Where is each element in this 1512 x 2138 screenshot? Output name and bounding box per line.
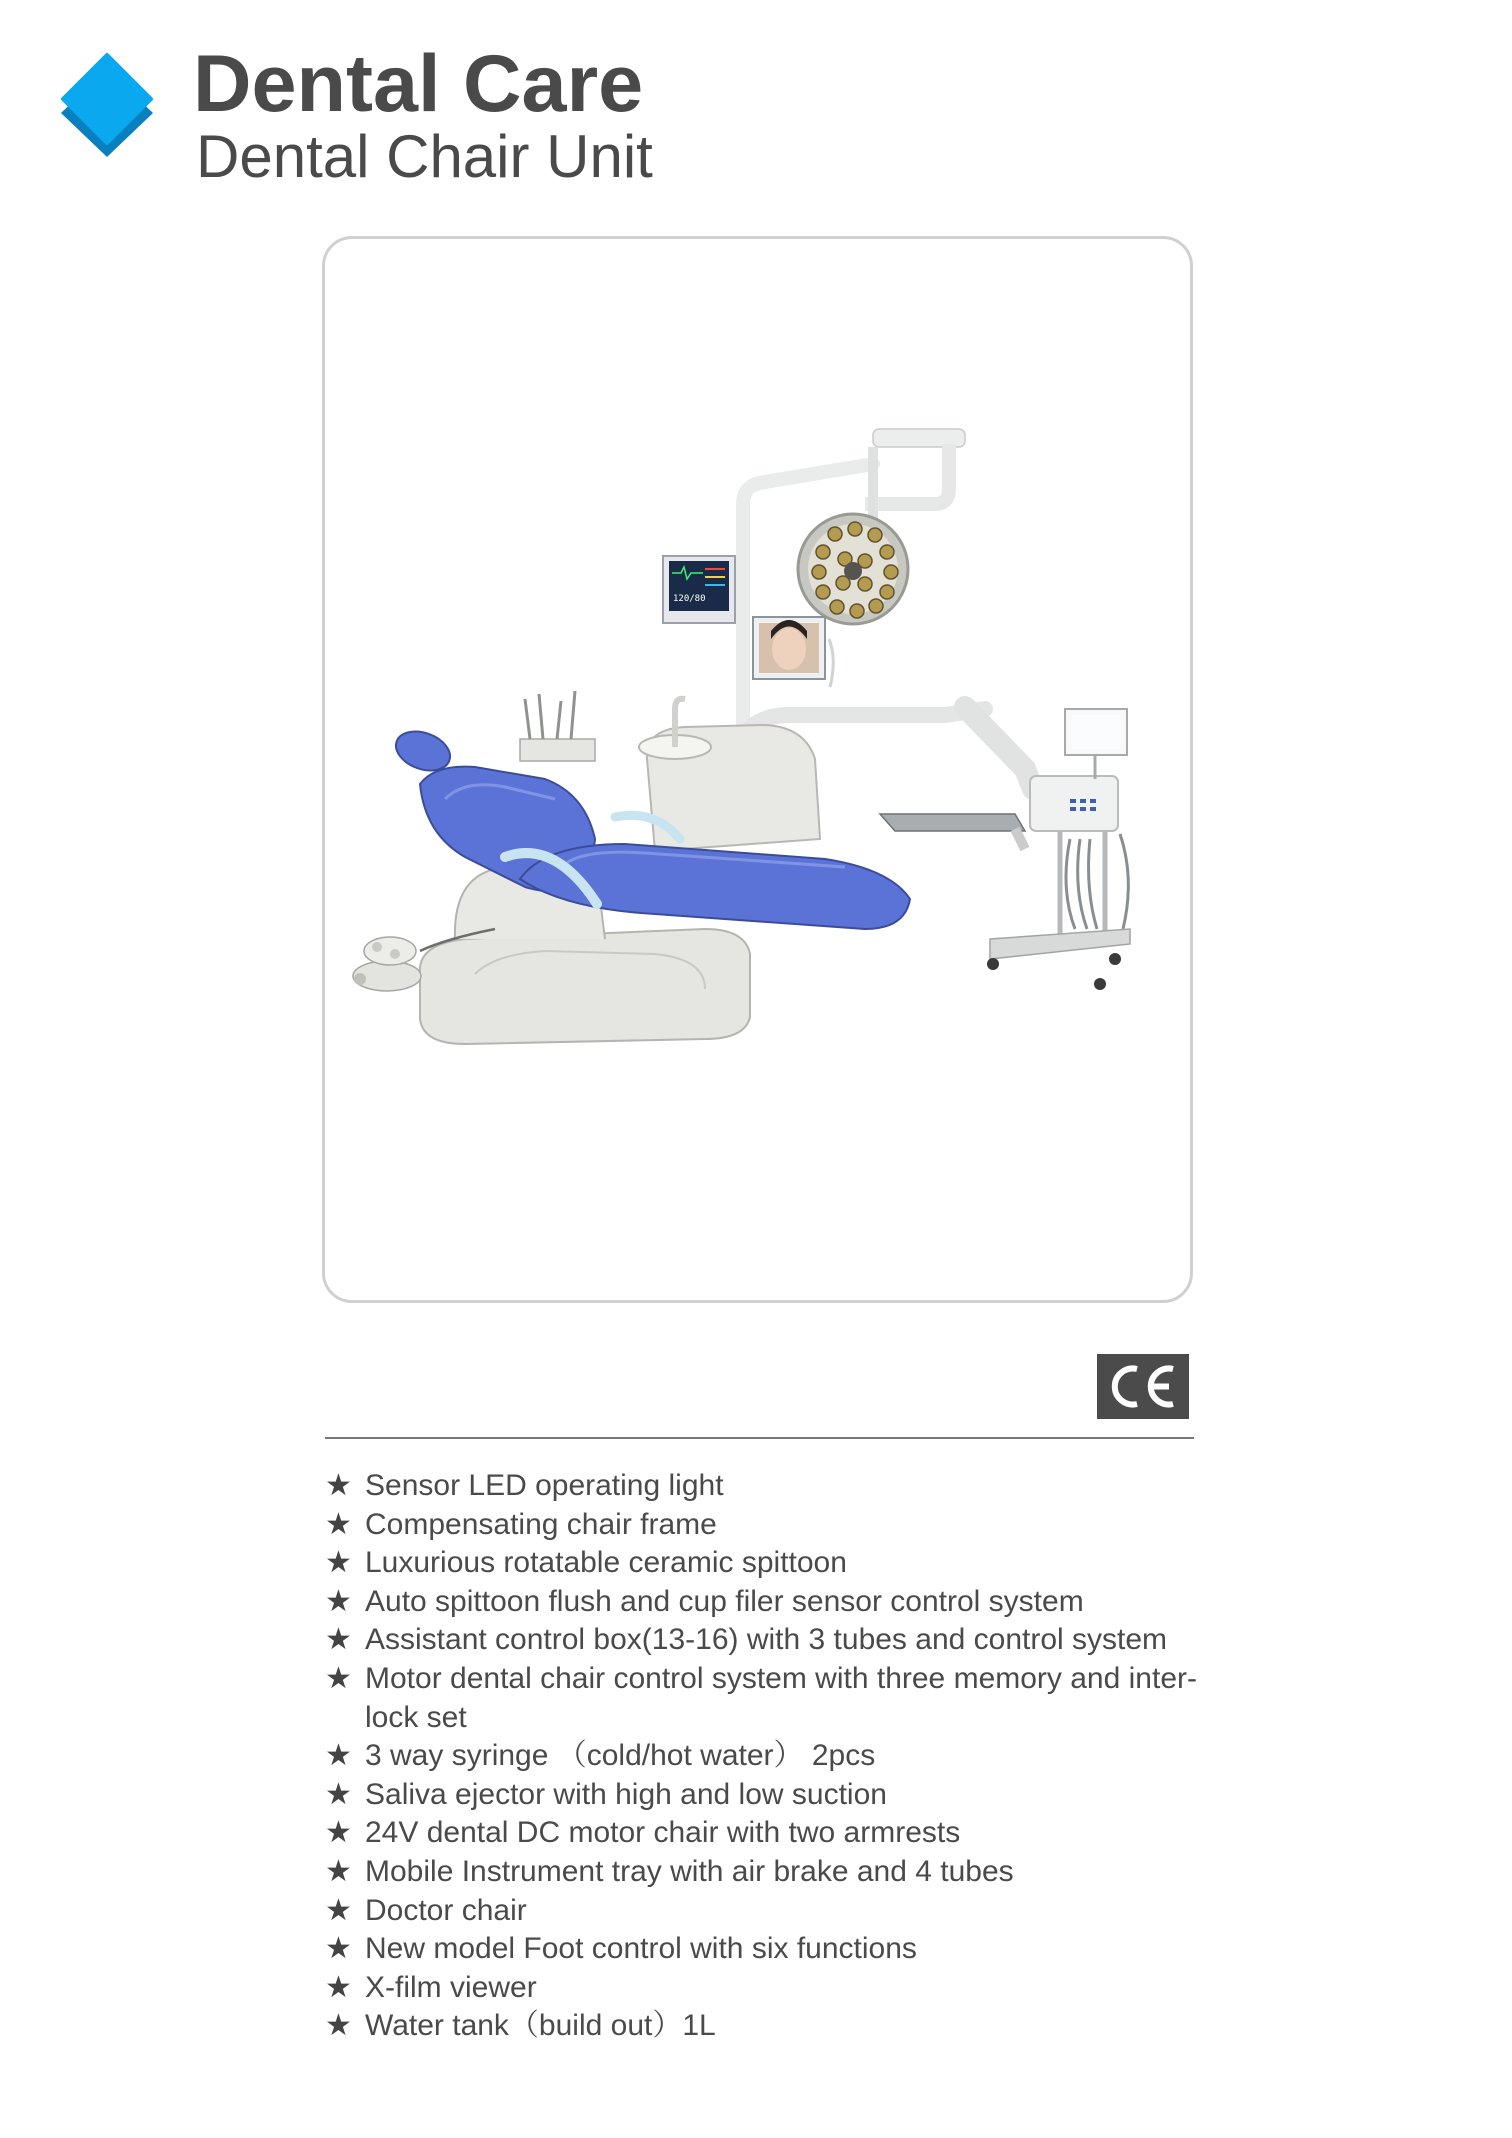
- star-bullet-icon: ★: [325, 1815, 352, 1851]
- feature-text: Mobile Instrument tray with air brake and 4 tubes: [365, 1854, 1014, 1888]
- feature-text: Sensor LED operating light: [365, 1469, 724, 1502]
- led-light-head: [798, 514, 908, 624]
- svg-text:CE: CE: [1143, 1416, 1145, 1417]
- feature-text: 3 way syringe （cold/hot water） 2pcs: [365, 1739, 876, 1773]
- list-item: [325, 1814, 1200, 1853]
- star-bullet-icon: ★: [325, 1506, 352, 1542]
- logo-diamond-icon: [59, 53, 155, 163]
- feature-text: Doctor chair: [365, 1893, 527, 1927]
- star-bullet-icon: ★: [325, 1583, 352, 1619]
- feature-text: Auto spittoon flush and cup filer sensor control system: [365, 1584, 1084, 1618]
- list-item: [325, 1544, 1200, 1583]
- list-item: [325, 1621, 1200, 1660]
- list-item: [325, 1660, 1200, 1737]
- list-item: [325, 1776, 1200, 1815]
- list-item: [325, 1737, 1200, 1776]
- ce-mark-icon: [1097, 1354, 1189, 1419]
- monitor-readout: 120/80: [673, 594, 706, 604]
- list-item: [325, 2007, 1200, 2046]
- star-bullet-icon: ★: [325, 1545, 352, 1581]
- page-title: Dental Care: [193, 39, 644, 129]
- feature-text: Water tank（build out）1L: [365, 2009, 716, 2043]
- star-bullet-icon: ★: [325, 1622, 352, 1658]
- star-bullet-icon: ★: [325, 1660, 352, 1696]
- x-film-viewer: [753, 617, 833, 687]
- star-bullet-icon: ★: [325, 1776, 352, 1812]
- star-bullet-icon: ★: [325, 1468, 352, 1503]
- feature-text: Motor dental chair control system with three memory and inter-lock set: [365, 1661, 1197, 1734]
- feature-text: Saliva ejector with high and low suction: [365, 1777, 887, 1811]
- page-subtitle: Dental Chair Unit: [196, 123, 653, 190]
- list-item: [325, 1506, 1200, 1545]
- feature-list: [325, 1467, 1200, 2046]
- star-bullet-icon: ★: [325, 1969, 352, 2005]
- list-item: [325, 1853, 1200, 1892]
- feature-text: Assistant control box(13-16) with 3 tubes and control system: [365, 1623, 1168, 1657]
- product-image-frame: [322, 236, 1193, 1303]
- feature-text: Luxurious rotatable ceramic spittoon: [365, 1546, 847, 1580]
- ce-certification-badge: [1097, 1354, 1189, 1419]
- patient-monitor: [663, 556, 735, 623]
- feature-text: Compensating chair frame: [365, 1507, 717, 1541]
- list-item: [325, 1892, 1200, 1931]
- section-divider: [325, 1437, 1194, 1439]
- star-bullet-icon: ★: [325, 2008, 352, 2044]
- star-bullet-icon: ★: [325, 1853, 352, 1889]
- list-item: [325, 1930, 1200, 1969]
- dental-chair-illustration: [325, 239, 1193, 1303]
- feature-text: 24V dental DC motor chair with two armrests: [365, 1816, 961, 1850]
- star-bullet-icon: ★: [325, 1738, 352, 1774]
- feature-text: New model Foot control with six functions: [365, 1932, 917, 1966]
- list-item: [325, 1467, 1200, 1506]
- star-bullet-icon: ★: [325, 1931, 352, 1967]
- list-item: [325, 1969, 1200, 2008]
- list-item: [325, 1583, 1200, 1622]
- feature-text: X-film viewer: [365, 1970, 537, 2004]
- star-bullet-icon: ★: [325, 1892, 352, 1928]
